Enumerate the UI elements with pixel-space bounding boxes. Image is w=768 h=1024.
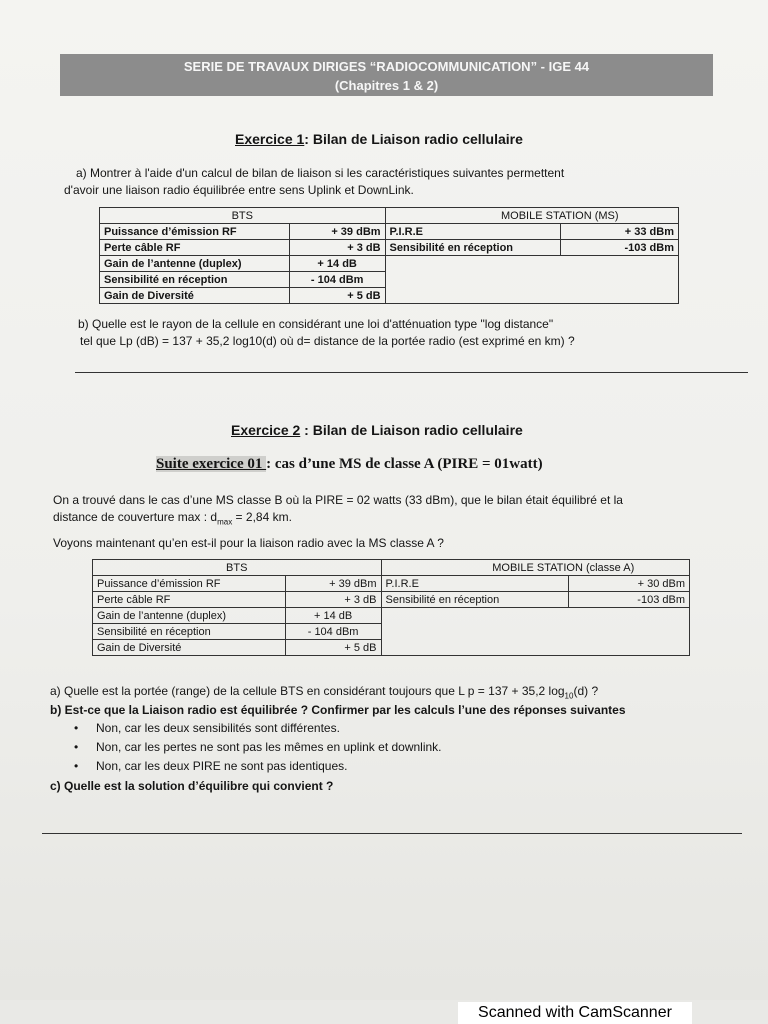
ex2-link-budget-table	[92, 559, 690, 656]
table-cell: + 5 dB	[289, 288, 385, 304]
table-cell-empty	[381, 624, 690, 640]
exercise-1-heading: : Bilan de Liaison radio cellulaire	[304, 131, 523, 147]
list-item: • Non, car les deux sensibilités sont différentes.	[74, 721, 340, 735]
ex2-bts-header: BTS	[93, 560, 382, 576]
ex2-question-c: c) Quelle est la solution d’équilibre qui convient ?	[50, 779, 334, 793]
ex2-question-b: b) Est-ce que la Liaison radio est équilibrée ? Confirmer par les calculs l’une des réponses suivantes	[50, 703, 626, 717]
exercise-2-title	[231, 422, 523, 438]
table-cell-empty	[385, 256, 678, 272]
table-cell: Puissance d’émission RF	[100, 224, 290, 240]
table-cell: -103 dBm	[569, 592, 690, 608]
separator-line	[42, 833, 742, 834]
table-cell: + 14 dB	[289, 256, 385, 272]
page-banner	[60, 54, 713, 96]
table-cell: Gain de l’antenne (duplex)	[93, 608, 286, 624]
ex1-question-a-line1: a) Montrer à l'aide d'un calcul de bilan de liaison si les caractéristiques suivantes permettent	[76, 166, 565, 180]
ex1-question-a	[64, 165, 564, 199]
table-cell: Gain de Diversité	[93, 640, 286, 656]
table-cell: P.I.R.E	[381, 576, 569, 592]
ex1-question-b-line2: tel que Lp (dB) = 137 + 35,2 log10(d) où d= distance de la portée radio (est exprimé en km) ?	[80, 334, 575, 348]
ex2-paragraph-1-line1: On a trouvé dans le cas d’une MS classe B où la PIRE = 02 watts (33 dBm), que le bilan était équilibré et la	[53, 493, 623, 507]
exercise-2-label: Exercice 2	[231, 422, 301, 438]
ex2-question-a-subscript: 10	[564, 691, 574, 701]
exercise-2-subtitle	[156, 456, 543, 473]
p1-subscript: max	[217, 517, 233, 527]
table-cell: Gain de Diversité	[100, 288, 290, 304]
table-cell: + 3 dB	[285, 592, 381, 608]
list-item: • Non, car les pertes ne sont pas les mêmes en uplink et downlink.	[74, 740, 442, 754]
ex2-question-a-end: (d) ?	[573, 684, 599, 698]
table-cell-empty	[381, 640, 690, 656]
p1-text: distance de couverture max : d	[53, 510, 218, 524]
banner-title: SERIE DE TRAVAUX DIRIGES “RADIOCOMMUNICATION” - IGE 44	[183, 59, 590, 74]
ex1-question-b	[78, 316, 575, 350]
table-cell-empty	[385, 272, 678, 288]
table-cell: - 104 dBm	[289, 272, 385, 288]
table-cell: -103 dBm	[561, 240, 679, 256]
ex1-question-b-line1: b) Quelle est le rayon de la cellule en considérant une loi d'atténuation type "log distance"	[78, 317, 554, 331]
ex2-paragraph-1-line2	[53, 509, 623, 530]
table-cell: Sensibilité en réception	[385, 240, 561, 256]
p1-text-end: = 2,84 km.	[232, 510, 292, 524]
scanner-watermark: Scanned with CamScanner	[458, 1002, 692, 1024]
ex2-paragraph-2: Voyons maintenant qu’en est-il pour la liaison radio avec la MS classe A ?	[53, 536, 444, 550]
ex1-ms-header: MOBILE STATION (MS)	[385, 208, 678, 224]
ex1-bts-header: BTS	[100, 208, 386, 224]
table-cell: + 33 dBm	[561, 224, 679, 240]
table-cell: Sensibilité en réception	[100, 272, 290, 288]
list-item: • Non, car les deux PIRE ne sont pas identiques.	[74, 759, 348, 773]
list-item-text: Non, car les deux PIRE ne sont pas identiques.	[96, 759, 348, 773]
table-cell: Perte câble RF	[93, 592, 286, 608]
table-cell-empty	[385, 288, 678, 304]
table-cell: Sensibilité en réception	[93, 624, 286, 640]
exercise-2-heading: : Bilan de Liaison radio cellulaire	[300, 422, 523, 438]
list-item-text: Non, car les deux sensibilités sont différentes.	[96, 721, 340, 735]
table-cell: - 104 dBm	[285, 624, 381, 640]
table-cell: Gain de l’antenne (duplex)	[100, 256, 290, 272]
subtitle-rest: : cas d’une MS de classe A (PIRE = 01watt)	[266, 456, 543, 472]
ex1-link-budget-table	[99, 207, 679, 304]
separator-line	[75, 372, 748, 373]
table-cell: Puissance d’émission RF	[93, 576, 286, 592]
answer-options-list	[74, 719, 442, 776]
table-cell: Perte câble RF	[100, 240, 290, 256]
exercise-1-label: Exercice 1	[235, 131, 305, 147]
table-cell: + 39 dBm	[289, 224, 385, 240]
exercise-1-title	[235, 131, 523, 147]
subtitle-underlined: Suite exercice 01	[156, 456, 267, 472]
ex2-paragraph-1	[53, 492, 623, 530]
ex2-ms-header: MOBILE STATION (classe A)	[381, 560, 690, 576]
table-cell: P.I.R.E	[385, 224, 561, 240]
table-cell-empty	[381, 608, 690, 624]
table-cell: Sensibilité en réception	[381, 592, 569, 608]
ex1-question-a-line2: d'avoir une liaison radio équilibrée entre sens Uplink et DownLink.	[64, 183, 414, 197]
banner-subtitle: (Chapitres 1 & 2)	[334, 78, 439, 93]
table-cell: + 39 dBm	[285, 576, 381, 592]
table-cell: + 30 dBm	[569, 576, 690, 592]
table-cell: + 14 dB	[285, 608, 381, 624]
list-item-text: Non, car les pertes ne sont pas les mêmes en uplink et downlink.	[96, 740, 442, 754]
table-cell: + 3 dB	[289, 240, 385, 256]
table-cell: + 5 dB	[285, 640, 381, 656]
ex2-question-a-text: a) Quelle est la portée (range) de la cellule BTS en considérant toujours que L p = 137 + 35,2 log	[50, 684, 565, 698]
